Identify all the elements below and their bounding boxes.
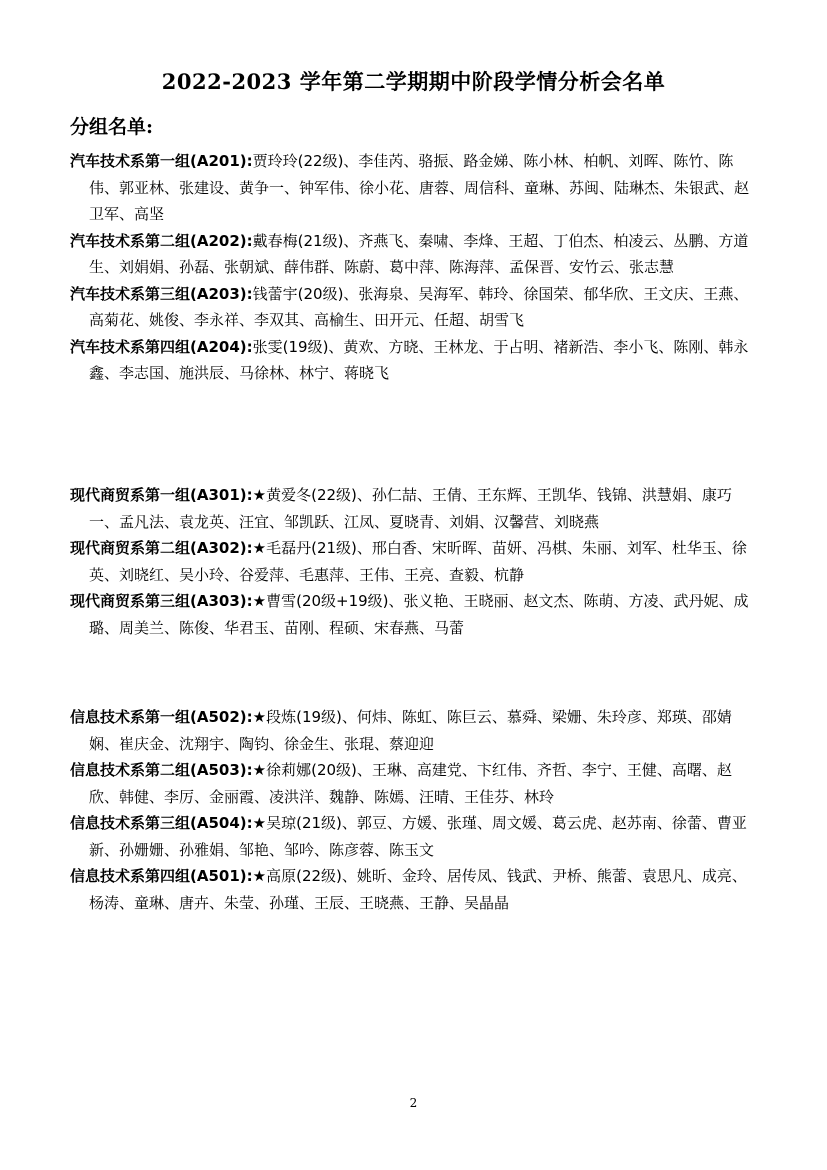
group-members: 贾玲玲(22级)、李佳芮、骆振、路金娣、陈小林、柏帆、刘晖、陈竹、陈伟、郭亚林、张建设、黄争一、钟军伟、徐小花、唐蓉、周信科、童琳、苏闽、陆琳杰、朱银武、赵卫军、高坚	[89, 152, 750, 223]
group-members: 钱蕾宇(20级)、张海泉、吴海军、韩玲、徐国荣、郁华欣、王文庆、王燕、高菊花、姚俊、李永祥、李双其、高榆生、田开元、任超、胡雪飞	[89, 284, 749, 329]
group-entry	[70, 863, 760, 916]
group-members: 戴春梅(21级)、齐燕飞、秦啸、李烽、王超、丁伯杰、柏凌云、丛鹏、方道生、刘娟娟、孙磊、张朝斌、薛伟群、陈蔚、葛中萍、陈海萍、孟保晋、安竹云、张志慧	[89, 231, 749, 276]
section-heading: 分组名单:	[70, 116, 154, 138]
group-entry	[70, 148, 760, 228]
page-title: 2022-2023 学年第二学期期中阶段学情分析会名单	[161, 69, 666, 94]
group-entry	[70, 757, 760, 810]
group-members: 张雯(19级)、黄欢、方晓、王林龙、于占明、褚新浩、李小飞、陈刚、韩永鑫、李志国、施洪辰、马徐林、林宁、蒋晓飞	[89, 337, 749, 382]
group-entry	[70, 281, 760, 334]
group-name: 信息技术系第四组(A501):	[70, 867, 253, 885]
group-name: 汽车技术系第一组(A201):	[70, 152, 253, 170]
section-info-tech	[70, 704, 760, 916]
group-members: ★毛磊丹(21级)、邢白香、宋昕晖、苗妍、冯棋、朱丽、刘军、杜华玉、徐英、刘晓红、吴小玲、谷爱萍、毛惠萍、王伟、王亮、查毅、杭静	[89, 539, 747, 584]
group-members: ★黄爱冬(22级)、孙仁喆、王倩、王东辉、王凯华、钱锦、洪慧娟、康巧一、孟凡法、袁龙英、汪宜、邹凯跃、江凤、夏晓青、刘娟、汉馨营、刘晓燕	[89, 486, 732, 531]
page-number: 2	[409, 1096, 418, 1110]
group-name: 汽车技术系第二组(A202):	[70, 231, 253, 250]
group-name: 现代商贸系第三组(A303):	[70, 592, 253, 610]
group-entry	[70, 535, 760, 588]
group-name: 汽车技术系第三组(A203):	[70, 284, 253, 303]
section-auto-tech	[70, 148, 760, 387]
group-entry	[70, 334, 760, 387]
group-entry	[70, 810, 760, 863]
group-name: 信息技术系第二组(A503):	[70, 761, 253, 779]
group-members: ★段炼(19级)、何炜、陈虹、陈巨云、慕舜、梁姗、朱玲彦、郑瑛、邵婧娴、崔庆金、沈翔宇、陶钧、徐金生、张琨、蔡迎迎	[89, 708, 732, 753]
group-entry	[70, 482, 760, 535]
group-name: 信息技术系第一组(A502):	[70, 708, 253, 726]
section-commerce	[70, 482, 760, 641]
group-members: ★高原(22级)、姚昕、金玲、居传凤、钱武、尹桥、熊蕾、袁思凡、成亮、杨涛、童琳、唐卉、朱莹、孙瑾、王辰、王晓燕、王静、吴晶晶	[89, 867, 747, 912]
group-members: ★徐莉娜(20级)、王琳、高建党、卞红伟、齐哲、李宁、王健、高曙、赵欣、韩健、李厉、金丽霞、凌洪洋、魏静、陈嫣、汪晴、王佳芬、林玲	[89, 761, 732, 806]
group-name: 信息技术系第三组(A504):	[70, 814, 253, 832]
group-entry	[70, 704, 760, 757]
group-entry	[70, 588, 760, 641]
group-name: 现代商贸系第一组(A301):	[70, 486, 253, 504]
group-name: 现代商贸系第二组(A302):	[70, 539, 253, 557]
group-members: ★曹雪(20级+19级)、张义艳、王晓丽、赵文杰、陈萌、方凌、武丹妮、成璐、周美兰、陈俊、华君玉、苗刚、程硕、宋春燕、马蕾	[89, 592, 749, 637]
group-name: 汽车技术系第四组(A204):	[70, 337, 253, 356]
group-entry	[70, 228, 760, 281]
group-members: ★吴琼(21级)、郭豆、方媛、张瑾、周文媛、葛云虎、赵苏南、徐蕾、曹亚新、孙姗姗、孙雅娟、邹艳、邹吟、陈彦蓉、陈玉文	[89, 814, 747, 859]
